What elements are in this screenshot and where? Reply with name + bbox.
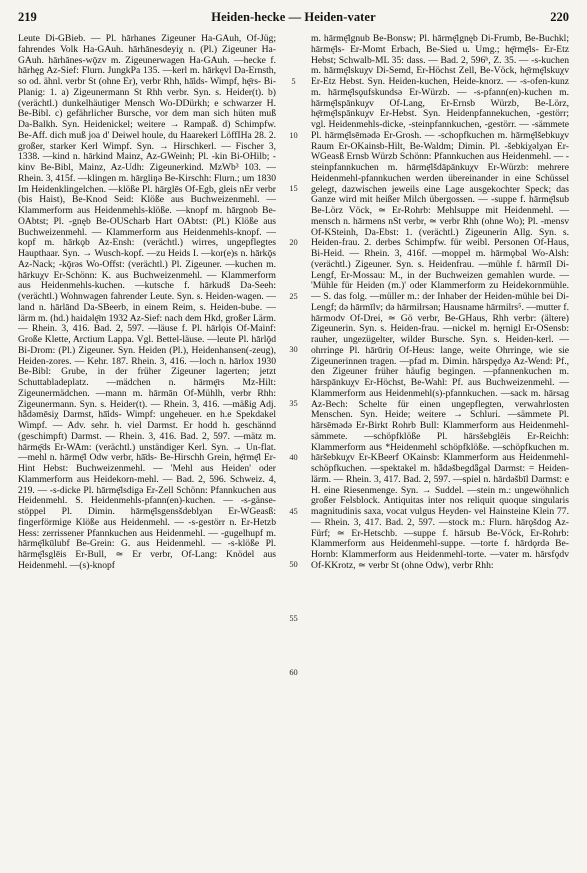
right-column xyxy=(311,34,569,572)
line-number: 10 xyxy=(289,131,298,140)
page-header xyxy=(18,10,569,28)
line-number: 45 xyxy=(289,507,298,516)
line-number: 35 xyxy=(289,399,298,408)
line-number: 50 xyxy=(289,560,298,569)
line-number: 60 xyxy=(289,668,298,677)
running-head-title: Heiden-hecke — Heiden-vater xyxy=(211,10,376,24)
two-column-body xyxy=(18,33,569,677)
line-number: 20 xyxy=(289,238,298,247)
left-page-number: 219 xyxy=(18,10,37,24)
left-column xyxy=(18,34,276,572)
line-number: 25 xyxy=(289,292,298,301)
line-number: 40 xyxy=(289,453,298,462)
right-column-text: m. hārmę̄lgnub Be-Bonsw; Pl. hārmę̄lgnęb Di-Frumb, Be-Buchkl; hārmę̄ls- Er-Momt Erbach, Be-Sied u. Umg.; hę̄rmę̄ls- Er-Etz Hebst; Schwalb-ML 35: dass. — Bad. 2, 596ᵇ, Z. 35. — -s-kuchen m. hārmę̄lskuχv Di-Semd, Er-Höchst Zell, Be-Vöck, hę̄rmę̄lskuχv Er-Etz Hebst. Syn. Heiden-kuchen, Heide-knorz. — -s-ofen-kunz m. hārmę̄lsǫufskundsə Er-Würzb. — -s-pfann(en)-kuchen m. hārmę̄lspānkuχv Of-Lang, Er-Ernsb Würzb, Be-Lörz, hę̄rmę̄lspānkuχv Er-Hebst. Syn. Heidenpfannekuchen, -gestörr; vgl. Heidenmehls-dicke, -steinpfannkuchen, -gestörr. — -sämmete Pl. hārmę̄lsēmədə Er-Grosh. — -schopfkuchen m. hārmę̄lšebkuχv Raum Er-OKainsb-Hilt, Be-Waldm; Dimin. Pl. -šebkiχəlχən Er-WGeasß Ernsb Würzb Schönn: Pfannkuchen aus Heidenmehl. — -steinpfannkuchen m. hārmę̄lšdāpānkuχv Er-Würzb: mehrere Heidenmehl-pfannkuchen werden übereinander in eine Schüssel gelegt, dazwischen jeweils eine Lage ausgekochter Speck; das Ganze wird mit heißer Milch übergossen. — -suppe f. hārmę̄lsub Be-Lörz Vöck, ≃ Er-Rohrb: Mehlsuppe mit Heidenmehl. —mensch n. hārmens nSt verbr, ≃ verbr Rhh (ohne Wo); Pl. -mensv Of-KSteinh, Da-Ebst: 1. (verächtl.) Zigeunerin Allg. Syn. s. Heiden-frau. 2. derbes Schimpfw. für weibl. Personen Of-Haus, Bi-Heid. — Rhein. 3, 416f. —moppel m. hārmǫbəl Wo-Alsh: (verächtl.) Zigeuner. Syn. s. Heidenfrau. —mühle f. hārmīl Di-Lengf, Er-Mossau: M., in der Buchweizen gemahlen wurde. — 'Mühle für Heiden (m.)' oder Klammerform zu Heidekornmühle. — S. das folg. —müller m.: der Inhaber der Heiden-mühle bei Di-Lengf; dǝ hārmīlv; dǝ hārmilrsən; Hausname hārmilrs⁵. —mutter f. hārmodv Of-Drei, ≃ Gö verbr, Be-GHaus, Rhh verbr: (ältere) Zigeunerin. Syn. s. Heiden-frau. —nickel m. hęrnigl Er-OSensb: rauher, ungezügelter, wilder Bursche. Syn. s. Heiden-kerl. —ohrringe Pl. hārūriŋ Of-Heus: lange, weite Ohrringe, wie sie Zigeunerinnen tragen. —pfad m. Dimin. hārspędχə Az-Wend: Pf., den Zigeuner früher häufig begingen. —pfannenkuchen m. hārspānkuχv Er-Höchst, Be-Wahl: Pf. aus Buchweizenmehl. — Klammerform aus Heidenmehl(s)-pfannkuchen. —sack m. hārsag Az-Bech: Schelte für einen ungepflegten, verwahrlosten Menschen. Syn. Heide; weitere → Schluri. —sämmete Pl. hārsēmədə Er-Birkt Rohrb Bull: Klammerform aus Heidenmehl-sämmete. —schöpfklöße Pl. hārsšebglēis Er-Reichh: Klammerform aus *Heidenmehl schöpfklöße. —schöpfkuchen m. hāršebkuχv Er-KBeerf OKainsb: Klammerform aus Heidenmehl-schöpfkuchen. —spektakel m. hǟdəšbegdǟgəl Darmst: = Heiden-lärm. — Rhein. 3, 417. Bad. 2, 597. —spiel n. hārdəšbīl Darmst: e H. eine Riesenmenge. Syn. → Suddel. —stein m.: ungewöhnlich großer Felsblock. Antiquitas inter nos reliquit quoque singularis magnitudinis saxa, vocat vulgus Heyden- vel Hainsteine Klein 77. — Rhein. 3, 417. Bad. 2, 597. —stock m.: Flurn. hārǫšdog Az-Fürf; ≃ Er-Hetschb. —suppe f. hārsub Be-Vöck, Er-Rohrb: Klammerform aus Heidenmehl-suppe. —torte f. hārdǫrdə Be-Hornb: Klammerform aus Heidenmehl-torte. —vater m. hārsfǫdv Of-KKrotz, ≃ verbr St (ohne Odw), verbr Rhh: xyxy=(311,33,569,571)
left-column-text: Leute Di-GBieb. — Pl. hārhanes Zigeuner Ha-GAuh, Of-Jüg; fahrendes Volk Ha-GAuh. hārhānesdeyiχ n. (Pl.) Zigeuner Ha-GAuh. hārhānes-wǭzv m. Zigeunerwagen Ha-GAuh. —hecke f. hārhęg Az-Sief: Flurn. JungkPa 135. —kerl m. hārkęvl Da-Ernsth, so od. ähnl. verbr St (ohne Er), verbr Rhh, hā̄ids- Wimpf, hę̄rs- Bi-Planig: 1. a) Zigeunermann St Rhh verbr. Syn. s. Heider(t). b) (verächtl.) dunkelhäutiger Mensch Wo-DDürkh; e schwarzer H. Be-Bibl. c) gefährlicher Bursche, vor dem man sich hüten muß Da-Balkh. Syn. Heidenickel; weitere → Rampaß. d) Schimpfw. Be-Aff. dich muß joa d' Deiwel houle, du Haarekerl LöffIHa 28. 2. großer, starker Kerl Wimpf. Syn. → Hirschkerl. — Fischer 3, 1338. —kind n. hārkind Mainz, Az-GWeinh; Pl. -kin Bi-OHilb; -kinv Be-Bibl, Mainz, Az-Udh: Zigeunerkind. MzWb³ 103. — Rhein. 3, 415f. —klingen m. hārgliŋə Be-Kirschh: Flurn.; um 1830 Im Heidenklingelchen. —klöße Pl. hārglēs Of-Egb, gleis nEr verbr (bis Haist), Be-Knod Seid: Klöße aus Buchweizenmehl. — Klammerform aus Heidenmehls-klöße. —knopf m. hārgnob Be-OAbtst; Pl. -gnęb Be-OUScharb Hart OAbtst: (Pl.) Klöße aus Buchweizenmehl. — Klammerform aus Heidenmehls-knopf. —kopf m. hārkǫb Az-Ensh: (verächtl.) wirres, ungepflegtes Haupthaar. Syn. → Wusch-kopf. —zu Heids I. —kor(e)s n. hārkǭs Az-Nack; -kǭrəs Wo-Offst: (verächtl.) Pl. Zigeuner. —kuchen m. hārkuχv Er-Schönn: K. aus Buchweizenmehl. — Klammerform aus Heidenmehls-kuchen. —kutsche f. hārkudš Da-Seeh: (verächtl.) Wohnwagen fahrender Leute. Syn. s. Heiden-wagen. —land n. hārlānd Da-SBeerb, in einem Reim, s. Heiden-bube. —lärm m. (hd.) haidəlę̄m 1932 Az-Sief: nach dem Hkd, großer Lärm. — Rhein. 3, 416. Bad. 2, 597. —läuse f. Pl. hārlǫis Of-Mainf: Große Klette, Arctium Lappa. Vgl. Bettel-läuse. —leute Pl. hārlǭd Bi-Drom: (Pl.) Zigeuner. Syn. Heiden (Pl.), Heidenhansen(-zeug), Heiden-zores. — Kehr. 187. Rhein. 3, 416. —loch n. hārlox 1930 Be-Bibl: Grube, in der früher Zigeuner lagerten; jetzt Schuttabladeplatz. —mädchen n. hārmę̄rs Mz-Hilt: Zigeunermädchen. —mann m. hārmān Of-Mühlh, verbr Rhh: Zigeunermann. Syn. s. Heider(t). — Rhein. 3, 416. —mäßig Adj. hǟdəmēsiχ Darmst, hā̄ids- Wimpf: ungeheuer. en h.e Spekdakel Wimpf. — Adv. sehr. h. viel Darmst. Er hodd h. geschännd (geschimpft) Darmst. — Rhein. 3, 416. Bad. 2, 597. —mätz m. hārmę̄ds Er-WAm: (verächtl.) unständiger Kerl. Syn. → Un-flat. —mehl n. hārmę̄l Odw verbr, hā̄ds- Be-Hirschh Grein, hę̄rmę̄l Er-Hint Hebst: Buchweizenmehl. — 'Mehl aus Heiden' oder Klammerform aus Heidekorn-mehl. — Bad. 2, 596. Schweiz. 4, 219. — -s-dicke Pl. hārmę̄lsdigə Er-Zell Schönn: Pfannkuchen aus Heidenmehl. S. Heidenmehls-pfann(en)-kuchen. — -s-gänse-stöppel Pl. Dimin. hārmę̄lsgensšdeblχən Er-WGeasß: fingerförmige Klöße aus Heidenmehl. — -s-gestörr n. Er-Hetzb Hess: zerrissener Pfannkuchen aus Heidenmehl. — -gugelhupf m. hārmę̄lkūlubf Be-Grein: G. aus Heidenmehl. — -s-klöße Pl. hārmę̄lsglēis Er-Bull, ≃ Er verbr, Of-Lang: Knödel aus Heidenmehl. —(s)-knopf xyxy=(18,33,276,571)
right-page-number: 220 xyxy=(550,10,569,24)
line-number: 15 xyxy=(289,184,298,193)
line-number: 55 xyxy=(289,614,298,623)
line-number: 30 xyxy=(289,345,298,354)
line-number: 5 xyxy=(291,77,296,86)
